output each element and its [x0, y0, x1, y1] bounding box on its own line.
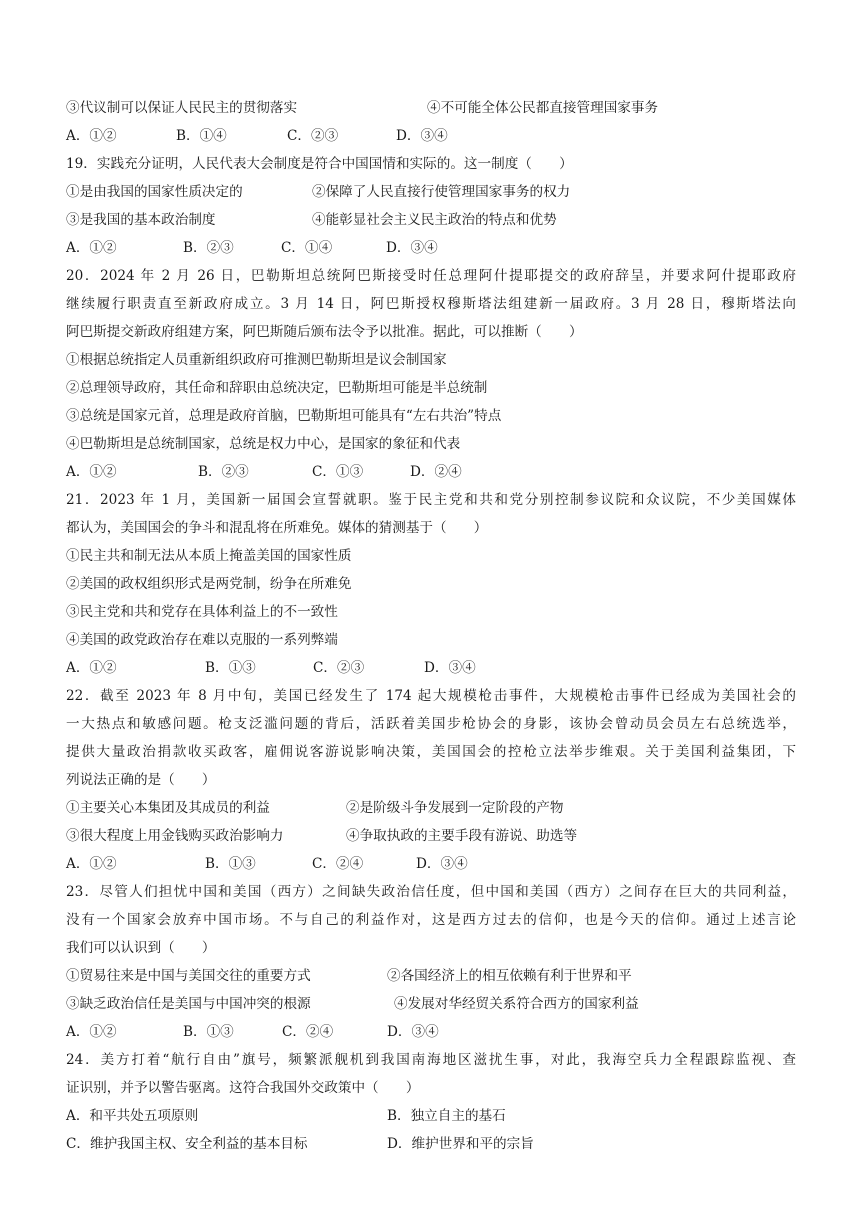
- option-c: C．②③: [313, 660, 365, 676]
- statement-4: ④能彰显社会主义民主政治的特点和优势: [312, 212, 557, 228]
- statement-2: ②是阶级斗争发展到一定阶段的产物: [346, 800, 564, 816]
- option-d: D．③④: [396, 128, 448, 144]
- question-22-stem-line: 一大热点和敏感问题。枪支泛滥问题的背后，活跃着美国步枪协会的身影，该协会曾动员会员左右总统选举，: [66, 716, 796, 732]
- question-23-stem-line: 23．尽管人们担忧中国和美国（西方）之间缺失政治信任度，但中国和美国（西方）之间存在巨大的共同利益，: [66, 884, 796, 900]
- statement-3: ③代议制可以保证人民民主的贯彻落实: [66, 100, 298, 116]
- question-22-stem-line: 提供大量政治捐款收买政客，雇佣说客游说影响决策，美国国会的控枪立法举步维艰。关于美国利益集团，下: [66, 744, 796, 760]
- question-19-stem: 19．实践充分证明，人民代表大会制度是符合中国国情和实际的。这一制度（ ）: [66, 156, 573, 172]
- option-a: A．和平共处五项原则: [66, 1108, 199, 1124]
- statement-4: ④争取执政的主要手段有游说、助选等: [346, 828, 578, 844]
- statement-1: ①贸易往来是中国与美国交往的重要方式: [66, 968, 311, 984]
- question-24-stem-line: 24．美方打着“航行自由”旗号，频繁派舰机到我国南海地区滋扰生事，对此，我海空兵力全程跟踪监视、查: [66, 1052, 796, 1068]
- option-b: B．①③: [183, 1024, 234, 1040]
- answer-options: [66, 1102, 796, 1130]
- statement-4: ④美国的政党政治存在难以克服的一系列弊端: [66, 632, 338, 648]
- statement-4: ④发展对华经贸关系符合西方的国家利益: [394, 996, 639, 1012]
- statement-row: [66, 794, 796, 822]
- statement-row: [66, 178, 796, 206]
- option-a: A．①②: [66, 464, 117, 480]
- answer-options: [66, 122, 796, 150]
- option-c: C．②④: [312, 856, 364, 872]
- option-a: A．①②: [66, 240, 117, 256]
- option-d: D．③④: [387, 1024, 439, 1040]
- statement-1: ①民主共和制无法从本质上掩盖美国的国家性质: [66, 548, 352, 564]
- statement-3: ③民主党和共和党存在具体利益上的不一致性: [66, 604, 338, 620]
- statement-row: [66, 962, 796, 990]
- option-c: C．维护我国主权、安全利益的基本目标: [66, 1136, 308, 1152]
- answer-options: [66, 654, 796, 682]
- option-d: D．③④: [424, 660, 476, 676]
- answer-options: [66, 850, 796, 878]
- option-d: D．③④: [386, 240, 438, 256]
- question-20-stem-line: 阿巴斯提交新政府组建方案，阿巴斯随后颁布法令予以批准。据此，可以推断（ ）: [66, 324, 583, 340]
- answer-options: [66, 458, 796, 486]
- option-c: C．②③: [287, 128, 339, 144]
- question-21-stem-line: 都认为，美国国会的争斗和混乱将在所难免。媒体的猜测基于（ ）: [66, 520, 488, 536]
- option-a: A．①②: [66, 1024, 117, 1040]
- question-23-stem-line: 我们可以认识到（ ）: [66, 940, 216, 956]
- statement-2: ②美国的政权组织形式是两党制，纷争在所难免: [66, 576, 352, 592]
- option-d: D．③④: [416, 856, 468, 872]
- option-d: D．②④: [410, 464, 462, 480]
- statement-1: ①主要关心本集团及其成员的利益: [66, 800, 270, 816]
- question-24-stem-line: 证识别，并予以警告驱离。这符合我国外交政策中（ ）: [66, 1080, 420, 1096]
- option-b: B．①③: [205, 660, 256, 676]
- statement-3: ③总统是国家元首，总理是政府首脑，巴勒斯坦可能具有“左右共治”特点: [66, 408, 502, 424]
- answer-options: [66, 234, 796, 262]
- question-22-stem-line: 22．截至 2023 年 8 月中旬，美国已经发生了 174 起大规模枪击事件，大规模枪击事件已经成为美国社会的: [66, 688, 796, 704]
- statement-row: [66, 206, 796, 234]
- statement-row: [66, 94, 796, 122]
- statement-2: ②各国经济上的相互依赖有利于世界和平: [387, 968, 632, 984]
- option-d: D．维护世界和平的宗旨: [387, 1136, 534, 1152]
- option-b: B．独立自主的基石: [387, 1108, 506, 1124]
- statement-2: ②保障了人民直接行使管理国家事务的权力: [312, 184, 571, 200]
- statement-4: ④不可能全体公民都直接管理国家事务: [427, 100, 659, 116]
- statement-3: ③很大程度上用金钱购买政治影响力: [66, 828, 284, 844]
- question-22-stem-line: 列说法正确的是（ ）: [66, 772, 216, 788]
- option-b: B．②③: [198, 464, 249, 480]
- answer-options: [66, 1018, 796, 1046]
- option-b: B．①④: [176, 128, 227, 144]
- option-c: C．②④: [282, 1024, 334, 1040]
- statement-row: [66, 990, 796, 1018]
- option-a: A．①②: [66, 128, 117, 144]
- question-20-stem-line: 20．2024 年 2 月 26 日，巴勒斯坦总统阿巴斯接受时任总理阿什提耶提交的政府辞呈，并要求阿什提耶政府: [66, 268, 796, 284]
- option-b: B．②③: [183, 240, 234, 256]
- statement-1: ①根据总统指定人员重新组织政府可推测巴勒斯坦是议会制国家: [66, 352, 447, 368]
- statement-2: ②总理领导政府，其任命和辞职由总统决定，巴勒斯坦可能是半总统制: [66, 380, 488, 396]
- exam-page: [66, 94, 796, 1158]
- option-a: A．①②: [66, 856, 117, 872]
- statement-row: [66, 822, 796, 850]
- statement-4: ④巴勒斯坦是总统制国家，总统是权力中心，是国家的象征和代表: [66, 436, 461, 452]
- option-a: A．①②: [66, 660, 117, 676]
- statement-3: ③缺乏政治信任是美国与中国冲突的根源: [66, 996, 311, 1012]
- option-c: C．①③: [312, 464, 364, 480]
- statement-3: ③是我国的基本政治制度: [66, 212, 216, 228]
- question-23-stem-line: 没有一个国家会放弃中国市场。不与自己的利益作对，这是西方过去的信仰，也是今天的信仰。通过上述言论: [66, 912, 796, 928]
- option-b: B．①③: [205, 856, 256, 872]
- statement-1: ①是由我国的国家性质决定的: [66, 184, 243, 200]
- question-20-stem-line: 继续履行职责直至新政府成立。3 月 14 日，阿巴斯授权穆斯塔法组建新一届政府。3 月 28 日，穆斯塔法向: [66, 296, 796, 312]
- question-21-stem-line: 21．2023 年 1 月，美国新一届国会宣誓就职。鉴于民主党和共和党分别控制参议院和众议院，不少美国媒体: [66, 492, 796, 508]
- option-c: C．①④: [281, 240, 333, 256]
- answer-options: [66, 1130, 796, 1158]
